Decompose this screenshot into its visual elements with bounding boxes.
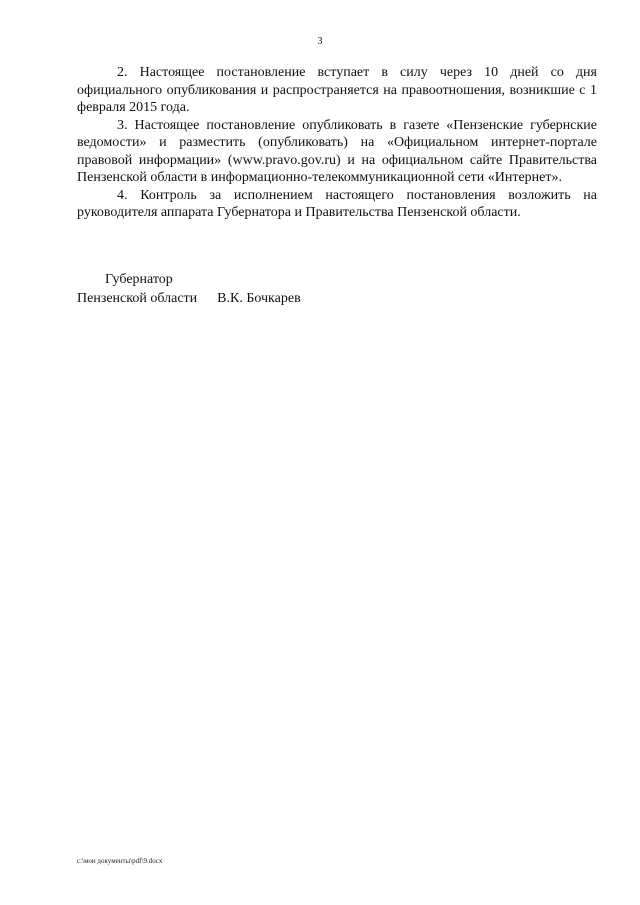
signature-block <box>77 270 301 308</box>
signatory-name: В.К. Бочкарев <box>217 291 301 306</box>
paragraph-4: 4. Контроль за исполнением настоящего постановления возложить на руководителя аппарата Губернатора и Правительства Пензенской области. <box>77 187 597 220</box>
footer-file-path: c:\мои документы\pdf\9.docx <box>77 857 163 865</box>
paragraph-3: 3. Настоящее постановление опубликовать в газете «Пензенские губернские ведомости» и разместить (опубликовать) на «Официальном интернет-портале правовой информации» (www.pravo.gov.ru) и на официальном сайте Правительства Пензенской области в информационно-телекоммуникационной сети «Интернет». <box>77 117 597 185</box>
page-number: 3 <box>317 36 323 47</box>
paragraph-2: 2. Настоящее постановление вступает в силу через 10 дней со дня официального опубликования и распространяется на правоотношения, возникшие с 1 февраля 2015 года. <box>77 65 597 115</box>
document-body <box>77 64 597 222</box>
signature-title-line1: Губернатор <box>105 272 173 287</box>
signature-title-line2: Пензенской области <box>77 291 198 306</box>
